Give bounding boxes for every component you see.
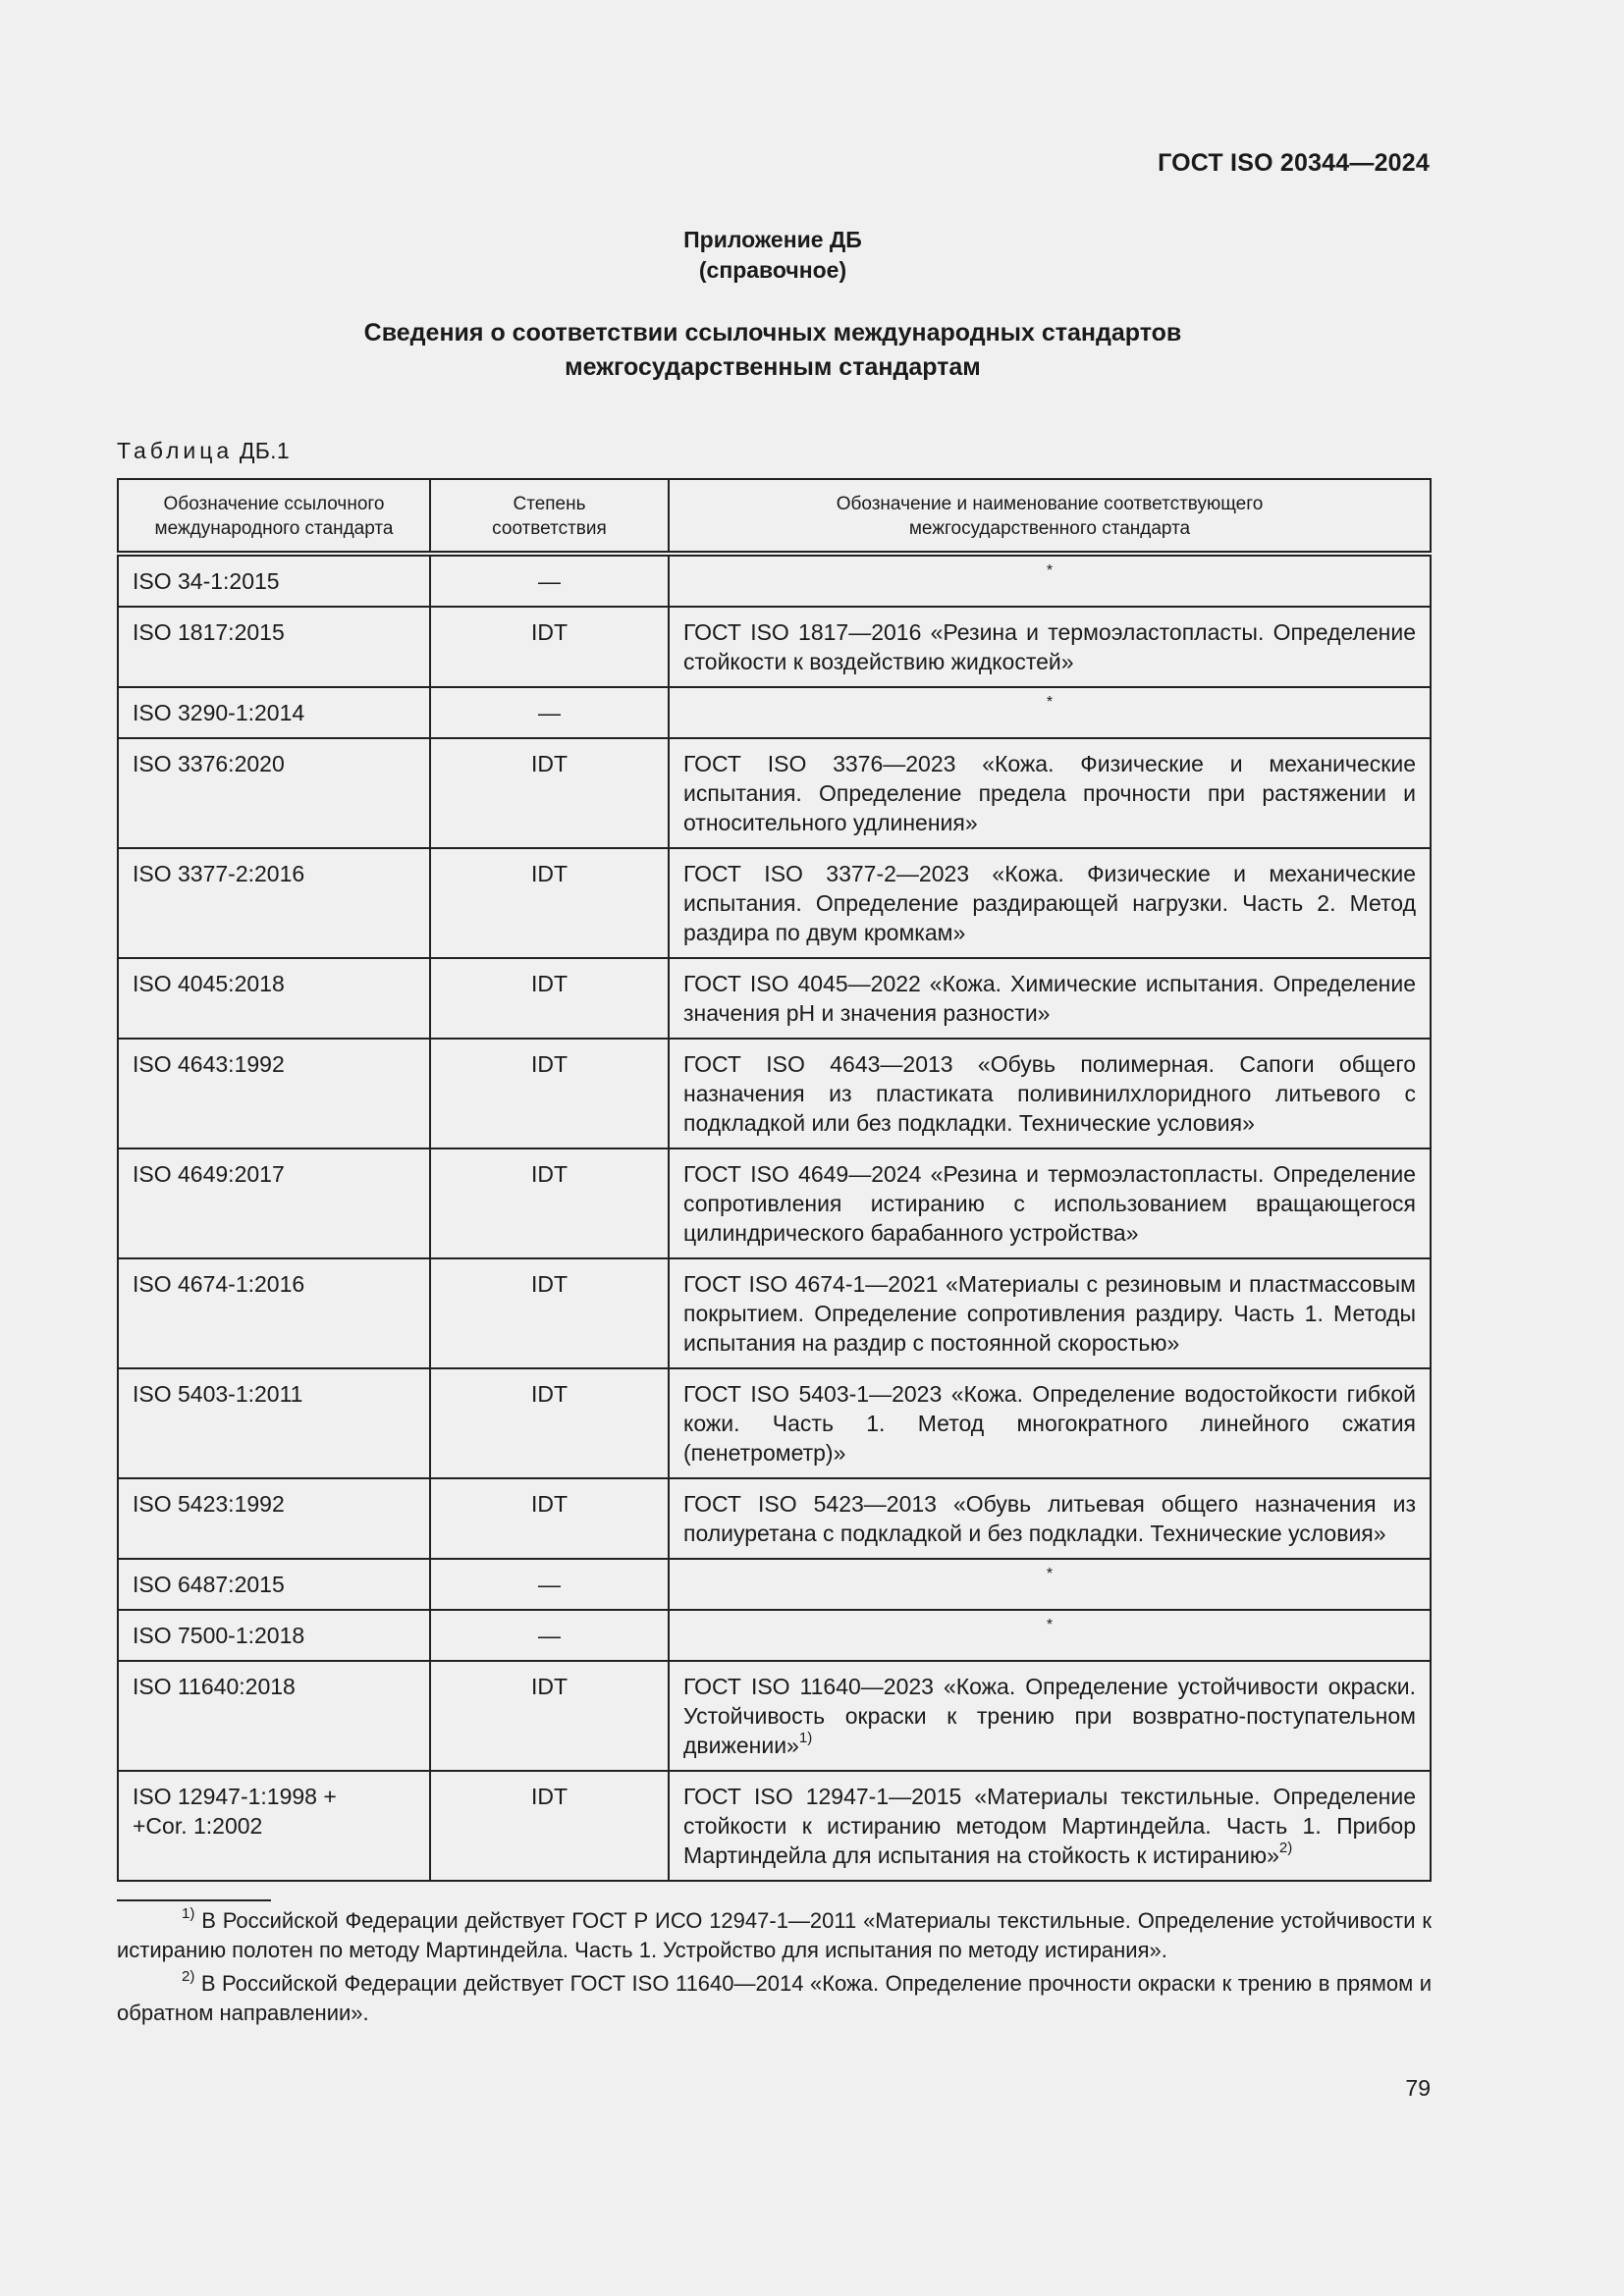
table-row (118, 738, 1431, 848)
table-row (118, 607, 1431, 687)
footnote-2 (117, 1969, 1432, 2028)
footnote-reference: 1) (798, 1730, 813, 1747)
table-row (118, 1478, 1431, 1559)
cell-interstate-standard (669, 1771, 1431, 1881)
cell-interstate-standard (669, 1039, 1431, 1148)
ref-standard-code-continued: +Cor. 1:2002 (133, 1813, 263, 1839)
footnote-2-mark: 2) (182, 1967, 195, 1985)
cell-interstate-standard (669, 958, 1431, 1039)
ref-standard-code: ISO 4643:1992 (133, 1051, 285, 1077)
ref-standard-code: ISO 1817:2015 (133, 619, 285, 645)
cell-ref-standard (118, 1368, 430, 1478)
cell-interstate-standard (669, 1559, 1431, 1610)
table-caption-id: ДБ.1 (239, 438, 290, 463)
footnote-2-text: В Российской Федерации действует ГОСТ ISO 11640—2014 «Кожа. Определение прочности окраски к трению в прямом и обратном направлении». (117, 1971, 1432, 2025)
cell-ref-standard (118, 1148, 430, 1258)
cell-interstate-standard (669, 607, 1431, 687)
header-degree (430, 479, 669, 554)
appendix-heading (0, 225, 1545, 286)
ref-standard-code: ISO 4649:2017 (133, 1161, 285, 1187)
cell-interstate-standard (669, 848, 1431, 958)
table-caption (117, 438, 290, 464)
cell-ref-standard (118, 1661, 430, 1771)
cell-degree: IDT (430, 1148, 669, 1258)
cell-degree: IDT (430, 1771, 669, 1881)
cell-degree: IDT (430, 738, 669, 848)
cell-ref-standard (118, 1771, 430, 1881)
footnotes (117, 1906, 1432, 2032)
table-caption-prefix: Таблица (117, 438, 234, 463)
footnote-1 (117, 1906, 1432, 1965)
ref-standard-code: ISO 3290-1:2014 (133, 700, 305, 725)
cell-degree: IDT (430, 1258, 669, 1368)
header-degree-line1: Степень (513, 494, 586, 514)
table-row (118, 958, 1431, 1039)
footnote-1-mark: 1) (182, 1904, 195, 1922)
interstate-standard-text: * (1046, 1617, 1054, 1633)
table-row (118, 1661, 1431, 1771)
cell-ref-standard (118, 958, 430, 1039)
section-title (0, 316, 1545, 385)
ref-standard-code: ISO 3377-2:2016 (133, 861, 305, 886)
cell-ref-standard (118, 607, 430, 687)
header-degree-line2: соответствия (492, 518, 607, 539)
cell-degree: IDT (430, 848, 669, 958)
correspondence-table (117, 478, 1432, 1882)
cell-ref-standard (118, 1559, 430, 1610)
cell-interstate-standard (669, 1610, 1431, 1661)
cell-degree: — (430, 1610, 669, 1661)
interstate-standard-text: ГОСТ ISO 5423—2013 «Обувь литьевая общего назначения из полиуретана с подкладкой и без подкладки. Технические условия» (683, 1491, 1416, 1546)
cell-interstate-standard (669, 687, 1431, 738)
cell-ref-standard (118, 1478, 430, 1559)
table-row (118, 554, 1431, 607)
cell-interstate-standard (669, 1478, 1431, 1559)
ref-standard-code: ISO 5403-1:2011 (133, 1381, 303, 1407)
table-header-row (118, 479, 1431, 554)
cell-ref-standard (118, 1039, 430, 1148)
page-number: 79 (1405, 2075, 1431, 2101)
interstate-standard-text: ГОСТ ISO 3376—2023 «Кожа. Физические и механические испытания. Определение предела прочности при растяжении и относительного удлинения» (683, 751, 1416, 835)
cell-ref-standard (118, 1258, 430, 1368)
footnote-separator (117, 1899, 271, 1901)
cell-interstate-standard (669, 1661, 1431, 1771)
cell-degree: IDT (430, 958, 669, 1039)
table-row (118, 1610, 1431, 1661)
interstate-standard-text: ГОСТ ISO 4045—2022 «Кожа. Химические испытания. Определение значения pH и значения разности» (683, 971, 1416, 1026)
table-row (118, 1039, 1431, 1148)
cell-ref-standard (118, 554, 430, 607)
interstate-standard-text: ГОСТ ISO 11640—2023 «Кожа. Определение устойчивости окраски. Устойчивость окраски к трению при возвратно-поступательном движении» (683, 1674, 1416, 1758)
cell-degree: IDT (430, 607, 669, 687)
cell-interstate-standard (669, 1258, 1431, 1368)
cell-ref-standard (118, 1610, 430, 1661)
header-interstate-line1: Обозначение и наименование соответствующего (836, 494, 1264, 514)
ref-standard-code: ISO 7500-1:2018 (133, 1623, 305, 1648)
ref-standard-code: ISO 11640:2018 (133, 1674, 296, 1699)
header-ref-standard (118, 479, 430, 554)
ref-standard-code: ISO 6487:2015 (133, 1572, 285, 1597)
header-ref-standard-line2: международного стандарта (154, 518, 394, 539)
interstate-standard-text: ГОСТ ISO 3377-2—2023 «Кожа. Физические и механические испытания. Определение раздирающей нагрузки. Часть 2. Метод раздира по двум кромкам» (683, 861, 1416, 945)
section-title-line1: Сведения о соответствии ссылочных международных стандартов (363, 319, 1182, 347)
footnote-1-text: В Российской Федерации действует ГОСТ Р ИСО 12947-1—2011 «Материалы текстильные. Определение устойчивости к истиранию полотен по методу Мартиндейла. Часть 1. Устройство для испытания по методу истирания». (117, 1908, 1432, 1962)
document-code: ГОСТ ISO 20344—2024 (1158, 149, 1430, 177)
ref-standard-code: ISO 4674-1:2016 (133, 1271, 305, 1297)
table-row (118, 1559, 1431, 1610)
cell-degree: — (430, 687, 669, 738)
interstate-standard-text: ГОСТ ISO 4643—2013 «Обувь полимерная. Сапоги общего назначения из пластиката поливинилхлоридного литьевого с подкладкой или без подкладки. Технические условия» (683, 1051, 1416, 1136)
interstate-standard-text: ГОСТ ISO 4649—2024 «Резина и термоэластопласты. Определение сопротивления истиранию с использованием вращающегося цилиндрического барабанного устройства» (683, 1161, 1416, 1246)
cell-interstate-standard (669, 738, 1431, 848)
table-row (118, 687, 1431, 738)
interstate-standard-text: ГОСТ ISO 4674-1—2021 «Материалы с резиновым и пластмассовым покрытием. Определение сопротивления раздиру. Часть 1. Методы испытания на раздир с постоянной скоростью» (683, 1271, 1416, 1356)
header-interstate-line2: межгосударственного стандарта (908, 518, 1191, 539)
cell-degree: IDT (430, 1478, 669, 1559)
interstate-standard-text: * (1046, 694, 1054, 711)
cell-ref-standard (118, 687, 430, 738)
cell-degree: IDT (430, 1039, 669, 1148)
interstate-standard-text: ГОСТ ISO 12947-1—2015 «Материалы текстильные. Определение стойкости к истиранию методом Мартиндейла. Часть 1. Прибор Мартиндейла для испытания на стойкость к истиранию» (683, 1784, 1416, 1868)
table-row (118, 1258, 1431, 1368)
section-title-line2: межгосударственным стандартам (565, 353, 981, 381)
table-row (118, 1148, 1431, 1258)
cell-ref-standard (118, 848, 430, 958)
ref-standard-code: ISO 34-1:2015 (133, 568, 280, 594)
cell-interstate-standard (669, 1148, 1431, 1258)
interstate-standard-text: * (1046, 562, 1054, 579)
cell-interstate-standard (669, 1368, 1431, 1478)
header-ref-standard-line1: Обозначение ссылочного (163, 494, 385, 514)
table-row (118, 848, 1431, 958)
cell-interstate-standard (669, 554, 1431, 607)
interstate-standard-text: * (1046, 1566, 1054, 1582)
ref-standard-code: ISO 4045:2018 (133, 971, 285, 996)
appendix-kind: (справочное) (698, 257, 847, 283)
appendix-label: Приложение ДБ (683, 227, 862, 252)
table-row (118, 1368, 1431, 1478)
interstate-standard-text: ГОСТ ISO 5403-1—2023 «Кожа. Определение водостойкости гибкой кожи. Часть 1. Метод многократного линейного сжатия (пенетрометр)» (683, 1381, 1416, 1466)
footnote-reference: 2) (1278, 1840, 1293, 1857)
ref-standard-code: ISO 5423:1992 (133, 1491, 285, 1517)
cell-degree: IDT (430, 1661, 669, 1771)
header-interstate-standard (669, 479, 1431, 554)
cell-ref-standard (118, 738, 430, 848)
ref-standard-code: ISO 3376:2020 (133, 751, 285, 776)
cell-degree: IDT (430, 1368, 669, 1478)
table-row (118, 1771, 1431, 1881)
cell-degree: — (430, 554, 669, 607)
cell-degree: — (430, 1559, 669, 1610)
ref-standard-code: ISO 12947-1:1998 + (133, 1784, 337, 1809)
interstate-standard-text: ГОСТ ISO 1817—2016 «Резина и термоэластопласты. Определение стойкости к воздействию жидкостей» (683, 619, 1416, 674)
